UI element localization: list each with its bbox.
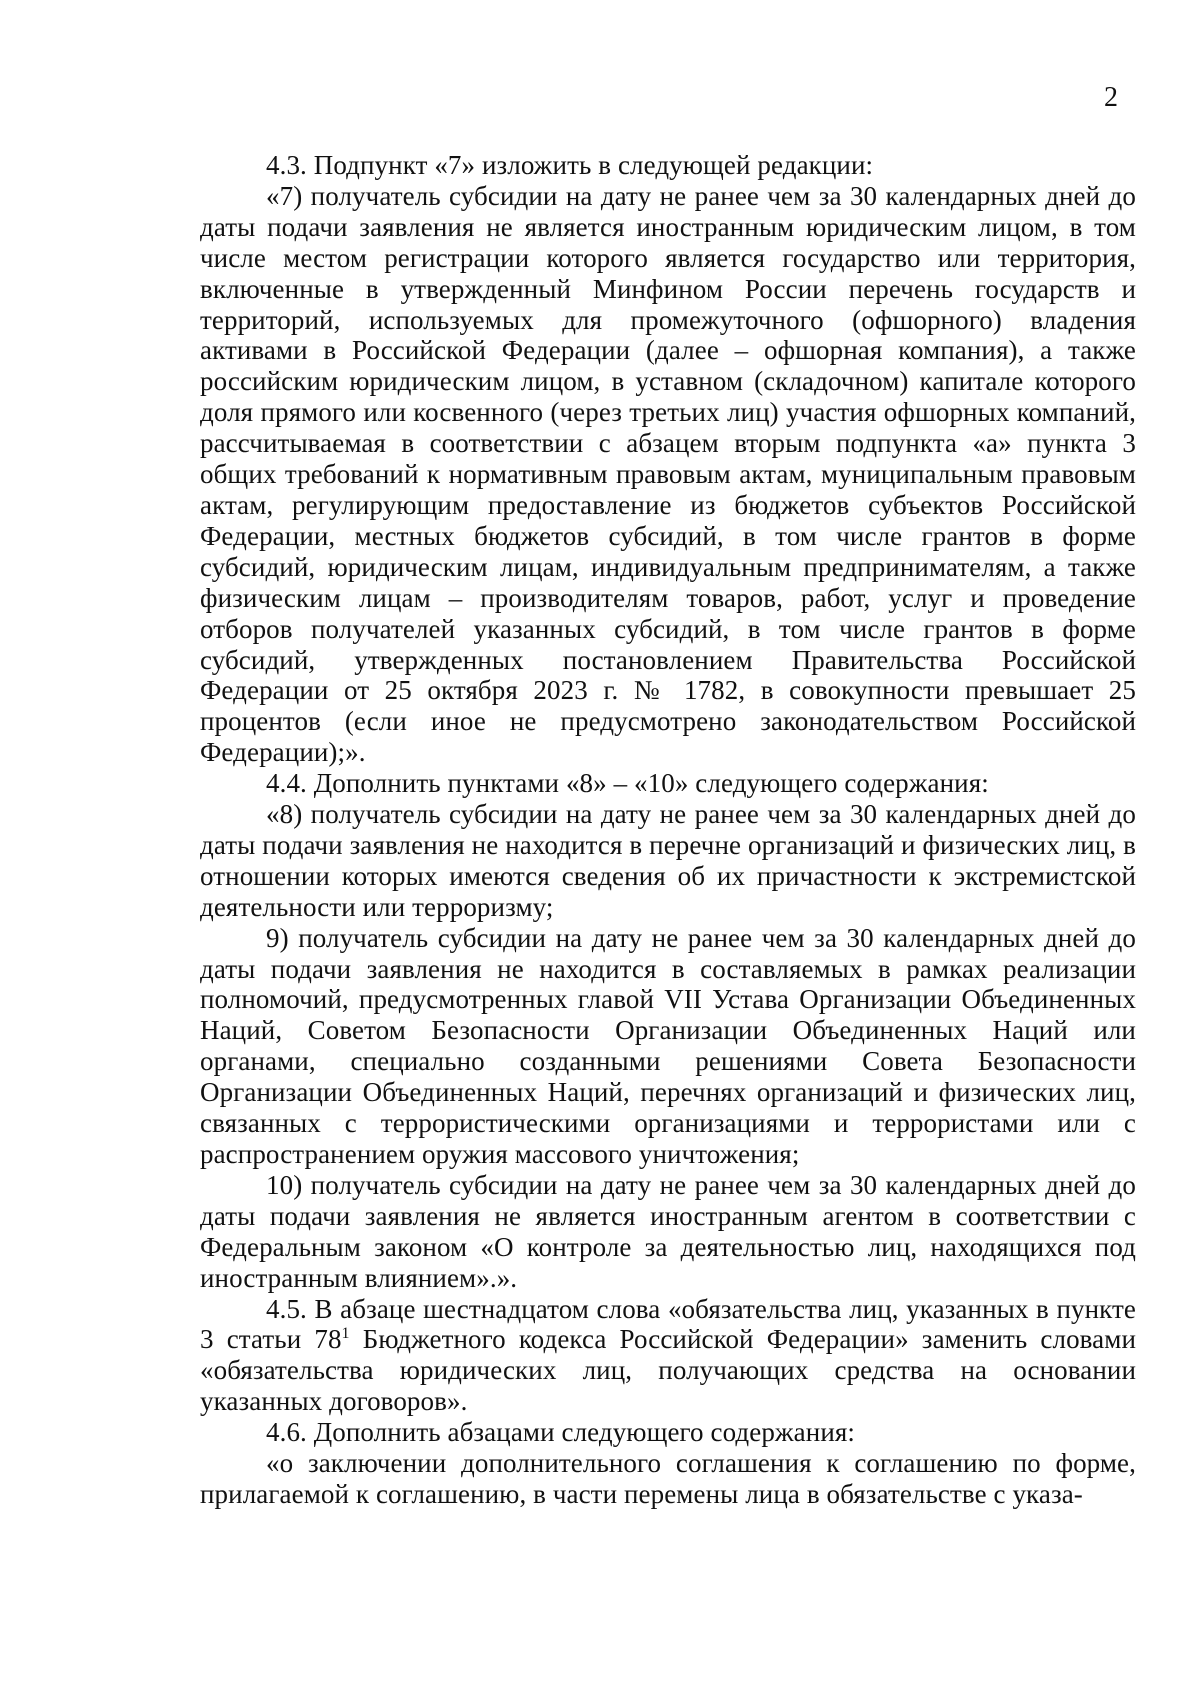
paragraph-additional-agreement: «о заключении дополнительного соглашения к соглашению по форме, прилагаемой к соглашению, в части перемены лица в обязательстве с указа- [200,1448,1136,1509]
page-number: 2 [1104,82,1118,113]
paragraph-4-6-heading: 4.6. Дополнить абзацами следующего содержания: [266,1417,855,1448]
paragraph-4-3-heading: 4.3. Подпункт «7» изложить в следующей редакции: [266,150,874,180]
paragraph-subitem-8: «8) получатель субсидии на дату не ранее чем за 30 календарных дней до даты подачи заявления не находится в перечне организаций и физических лиц, в отношении которых имеются сведения об их причастности к экстремистской деятельности или терроризму; [200,799,1136,922]
paragraph-4-5-part1: 4.5. В абзаце шестнадцатом слова «обязательства лиц, указанных в пункте 3 статьи 78 [200,1293,1136,1355]
paragraph-4-5-part2: Бюджетного кодекса Российской Федерации» заменить словами «обязательства юридических лиц, получающих средства на основании указанных договоров». [200,1324,1136,1417]
paragraph-subitem-9: 9) получатель субсидии на дату не ранее чем за 30 календарных дней до даты подачи заявления не находится в составляемых в рамках реализации полномочий, предусмотренных главой VII Устава Организации Объединенных Наций, Советом Безопасности Организации Объединенных Наций или органами, специально созданными решениями Совета Безопасности Организации Объединенных Наций, перечнях организаций и физических лиц, связанных с террористическими организациями и террористами или с распространением оружия массового уничтожения; [200,922,1136,1169]
paragraph-4-5 [200,1294,1136,1418]
superscript-1: 1 [341,1325,350,1343]
document-body [200,150,1136,1510]
paragraph-subitem-7: «7) получатель субсидии на дату не ранее чем за 30 календарных дней до даты подачи заявления не является иностранным юридическим лицом, в том числе местом регистрации которого является государство или территория, включенные в утвержденный Минфином России перечень государств и территорий, используемых для промежуточного (офшорного) владения активами в Российской Федерации (далее – офшорная компания), а также российским юридическим лицом, в уставном (складочном) капитале которого доля прямого или косвенного (через третьих лиц) участия офшорных компаний, рассчитываемая в соответствии с абзацем вторым подпункта «а» пункта 3 общих требований к нормативным правовым актам, муниципальным правовым актам, регулирующим предоставление из бюджетов субъектов Российской Федерации, местных бюджетов субсидий, в том числе грантов в форме субсидий, юридическим лицам, индивидуальным предпринимателям, а также физическим лицам – производителям товаров, работ, услуг и проведение отборов получателей указанных субсидий, в том числе грантов в форме субсидий, утвержденных постановлением Правительства Российской Федерации от 25 октября 2023 г. № 1782, в совокупности превышает 25 процентов (если иное не предусмотрено законодательством Российской Федерации);». [200,180,1136,768]
paragraph-subitem-10: 10) получатель субсидии на дату не ранее чем за 30 календарных дней до даты подачи заявления не является иностранным агентом в соответствии с Федеральным законом «О контроле за деятельностью лиц, находящихся под иностранным влиянием».». [200,1169,1136,1293]
paragraph-4-4-heading: 4.4. Дополнить пунктами «8» – «10» следующего содержания: [266,768,989,799]
